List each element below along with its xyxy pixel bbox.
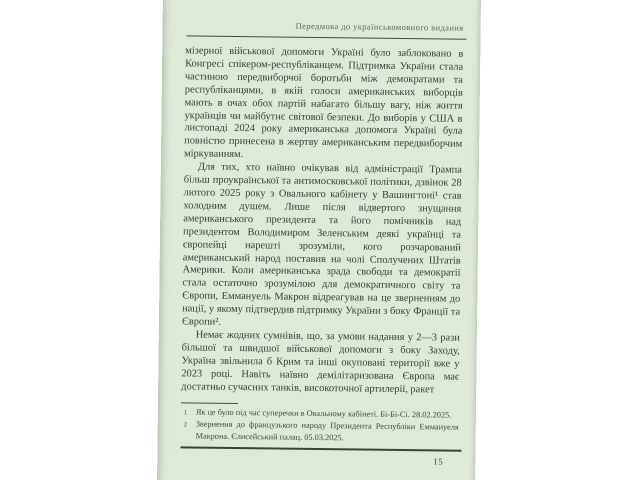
footnote-2 — [181, 419, 459, 445]
body-text — [181, 45, 463, 406]
footer-rule — [180, 446, 461, 451]
page-content-area — [157, 0, 481, 480]
footnotes — [181, 406, 459, 444]
footnote-separator-rule — [181, 402, 238, 404]
footnote-2-marker: 2 — [183, 421, 187, 429]
footnote-1-text: Як це було під час суперечки в Овальному кабінеті. Бі-Бі-Сі. 28.02.2025. — [195, 407, 452, 420]
footnote-1-marker: 1 — [183, 409, 188, 417]
footnote-2-text: Звернення до французького народу Президента Республіки Еммануеля Макрона. Єлисейський палац. 05.03.2025. — [195, 419, 459, 442]
paragraph-trump-administration: Для тих, хто наївно очікував від адміністрації Трампа більш проукраїнської та антимосковської політики, дзвінок 28 лютого 2025 року з Овального кабінету у Вашингтоні¹ став холодним душем. Лише після відвертого знущання американського президента та його помічників над президентом Володимиром Зеленським деякі українці та європейці нарешті зрозуміли, кого розчарований американський народ поставив на чолі Сполучених Штатів Америки. Коли американська зрада свободи та демократії стала остаточно зрозумілою для демократичного світу та Європи, Еммануель Макрон відреагував на це зверненням до нації, у якому підтвердив підтримку України з боку Франції та Європи². — [181, 161, 462, 328]
page-number: 15 — [433, 456, 444, 467]
paragraph-military-aid: Немає жодних сумнівів, що, за умови надання у 2—3 рази більшої та швидшої військової допомоги з боку Заходу, Україна звільнила б Крим та інші окуповані території вже у 2023 році. Навіть наївно демілітаризована Європа має достатньо сучасних танків, високоточної артилерії, ракет — [181, 329, 460, 395]
paragraph-continuation: мізерної військової допомоги Україні було заблоковано в Конгресі спікером-республіканцем. Підтримка України стала частиною передвиборчої боротьби між демократами та республіканцями, в якій голоси американських виборців мають в очах обох партій набагато більшу вагу, ніж життя українців чи майбутнє світової безпеки. До виборів у США в листопаді 2024 року американська допомога Україні була повністю принесена в жертву американським передвиборчим міркуванням. — [183, 45, 464, 161]
running-header: Передмова до українськомовного видання — [295, 20, 464, 33]
header-rule — [186, 35, 466, 39]
book-page — [157, 0, 481, 480]
